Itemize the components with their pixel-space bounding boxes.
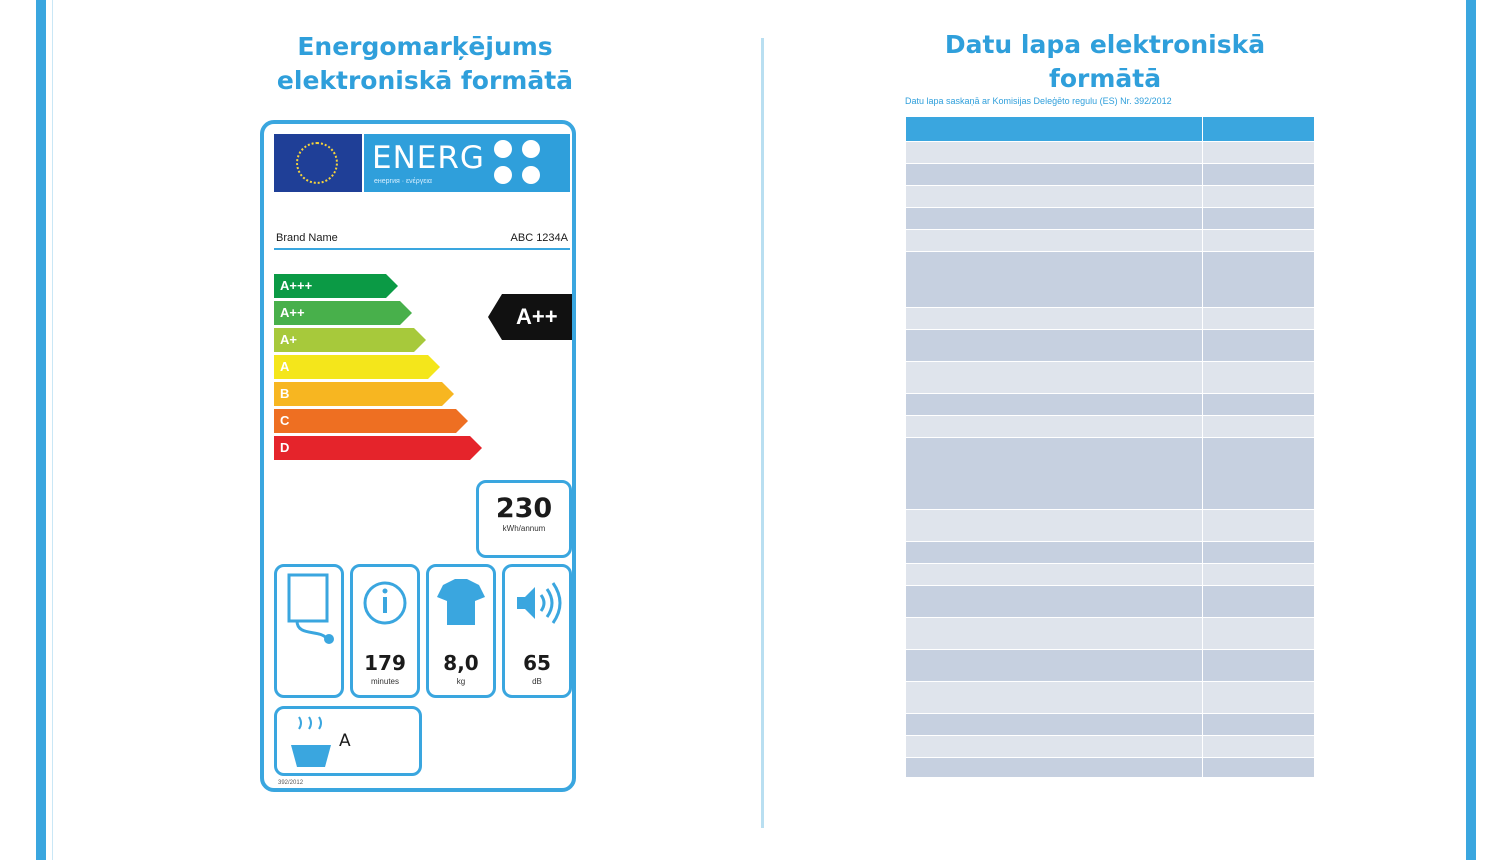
energy-label-heading-line1: Energomarķējums — [297, 32, 553, 61]
table-row — [906, 510, 1315, 542]
table-cell-parameter — [906, 618, 1203, 650]
table-cell-value — [1203, 682, 1315, 714]
condensation-class: A — [339, 731, 351, 751]
table-cell-value — [1203, 650, 1315, 682]
energy-word: ENERG — [372, 140, 485, 176]
language-dot-icon — [494, 140, 512, 158]
table-cell-value — [1203, 186, 1315, 208]
table-cell-value — [1203, 758, 1315, 778]
table-cell-value — [1203, 362, 1315, 394]
table-row — [906, 586, 1315, 618]
energy-header — [364, 134, 570, 192]
table-cell-parameter — [906, 542, 1203, 564]
table-cell-parameter — [906, 416, 1203, 438]
dryer-type-icon — [277, 567, 341, 647]
table-cell-value — [1203, 510, 1315, 542]
table-cell-parameter — [906, 682, 1203, 714]
table-cell-parameter — [906, 736, 1203, 758]
frame-left-border — [36, 0, 46, 860]
noise-box — [502, 564, 572, 698]
noise-unit: dB — [532, 677, 542, 686]
frame-right-border — [1466, 0, 1476, 860]
table-row — [906, 564, 1315, 586]
frame-inner-line — [52, 0, 53, 860]
table-row — [906, 230, 1315, 252]
table-cell-parameter — [906, 438, 1203, 510]
table-row — [906, 164, 1315, 186]
annual-consumption-unit: kWh/annum — [502, 524, 546, 533]
energy-class-bar: D — [274, 436, 470, 460]
energy-class-bar: A++ — [274, 301, 400, 325]
language-dot-icon — [522, 140, 540, 158]
energy-class-bar: A — [274, 355, 428, 379]
table-cell-parameter — [906, 362, 1203, 394]
table-row — [906, 208, 1315, 230]
table-cell-value — [1203, 142, 1315, 164]
energy-class-bar: A+++ — [274, 274, 386, 298]
energy-label-heading — [240, 30, 610, 98]
model-identifier: ABC 1234A — [510, 232, 568, 244]
data-sheet-table — [905, 116, 1315, 778]
table-cell-parameter — [906, 208, 1203, 230]
table-cell-value — [1203, 714, 1315, 736]
table-cell-value — [1203, 330, 1315, 362]
table-row — [906, 186, 1315, 208]
tshirt-icon — [429, 567, 493, 647]
table-row — [906, 714, 1315, 736]
speaker-icon — [505, 567, 569, 647]
column-divider — [761, 38, 764, 828]
annual-consumption-value: 230 — [495, 493, 553, 524]
eu-flag — [274, 134, 362, 192]
table-cell-parameter — [906, 164, 1203, 186]
table-cell-parameter — [906, 186, 1203, 208]
program-duration-value: 179 — [364, 651, 406, 675]
table-cell-parameter — [906, 714, 1203, 736]
program-duration-unit: minutes — [370, 677, 399, 686]
table-cell-parameter — [906, 308, 1203, 330]
table-cell-parameter — [906, 758, 1203, 778]
table-cell-value — [1203, 164, 1315, 186]
table-cell-value — [1203, 438, 1315, 510]
table-cell-parameter — [906, 230, 1203, 252]
table-row — [906, 330, 1315, 362]
capacity-unit: kg — [456, 677, 466, 686]
table-row — [906, 618, 1315, 650]
table-header-parameter — [906, 117, 1203, 142]
energy-class-bar: A+ — [274, 328, 414, 352]
noise-value: 65 — [523, 651, 551, 675]
language-dot-icon — [494, 166, 512, 184]
info-icon — [353, 567, 417, 647]
annual-consumption-box — [476, 480, 572, 558]
table-cell-parameter — [906, 142, 1203, 164]
supplier-name: Brand Name — [276, 232, 338, 244]
data-sheet-heading-line1: Datu lapa elektroniskā — [944, 30, 1266, 59]
table-row — [906, 308, 1315, 330]
table-cell-value — [1203, 416, 1315, 438]
table-row — [906, 252, 1315, 308]
table-cell-parameter — [906, 586, 1203, 618]
table-cell-parameter — [906, 252, 1203, 308]
table-cell-value — [1203, 252, 1315, 308]
data-sheet-subtitle: Datu lapa saskaņā ar Komisijas Deleģēto regulu (ES) Nr. 392/2012 — [905, 96, 1172, 106]
capacity-value: 8,0 — [443, 651, 479, 675]
energy-label[interactable] — [260, 120, 576, 792]
table-row — [906, 758, 1315, 778]
efficiency-rating-arrow: A++ — [502, 294, 572, 340]
table-cell-value — [1203, 230, 1315, 252]
eu-stars-icon — [296, 142, 338, 184]
table-row — [906, 142, 1315, 164]
table-row — [906, 416, 1315, 438]
table-row — [906, 650, 1315, 682]
regulation-number: 392/2012 — [278, 780, 304, 786]
condensation-box — [274, 706, 422, 776]
table-row — [906, 542, 1315, 564]
table-row — [906, 736, 1315, 758]
dryer-type-box — [274, 564, 344, 698]
table-header-row — [906, 117, 1315, 142]
data-sheet-heading — [900, 28, 1310, 96]
capacity-box — [426, 564, 496, 698]
table-header-value — [1203, 117, 1315, 142]
table-row — [906, 682, 1315, 714]
steam-basin-icon — [283, 711, 339, 775]
table-cell-value — [1203, 736, 1315, 758]
table-cell-parameter — [906, 564, 1203, 586]
table-cell-parameter — [906, 394, 1203, 416]
data-sheet-heading-line2: formātā — [1048, 64, 1162, 93]
table-row — [906, 438, 1315, 510]
table-cell-parameter — [906, 650, 1203, 682]
table-cell-value — [1203, 394, 1315, 416]
table-cell-value — [1203, 618, 1315, 650]
energy-subtext: енергия · ενέργεια — [374, 178, 432, 185]
language-dot-icon — [522, 166, 540, 184]
program-duration-box — [350, 564, 420, 698]
table-cell-value — [1203, 542, 1315, 564]
energy-class-bar: B — [274, 382, 442, 406]
table-cell-value — [1203, 586, 1315, 618]
energy-label-heading-line2: elektroniskā formātā — [276, 66, 574, 95]
supplier-row — [274, 228, 570, 250]
table-cell-parameter — [906, 330, 1203, 362]
table-cell-parameter — [906, 510, 1203, 542]
energy-class-bar: C — [274, 409, 456, 433]
table-cell-value — [1203, 208, 1315, 230]
table-row — [906, 394, 1315, 416]
table-cell-value — [1203, 564, 1315, 586]
table-cell-value — [1203, 308, 1315, 330]
table-row — [906, 362, 1315, 394]
